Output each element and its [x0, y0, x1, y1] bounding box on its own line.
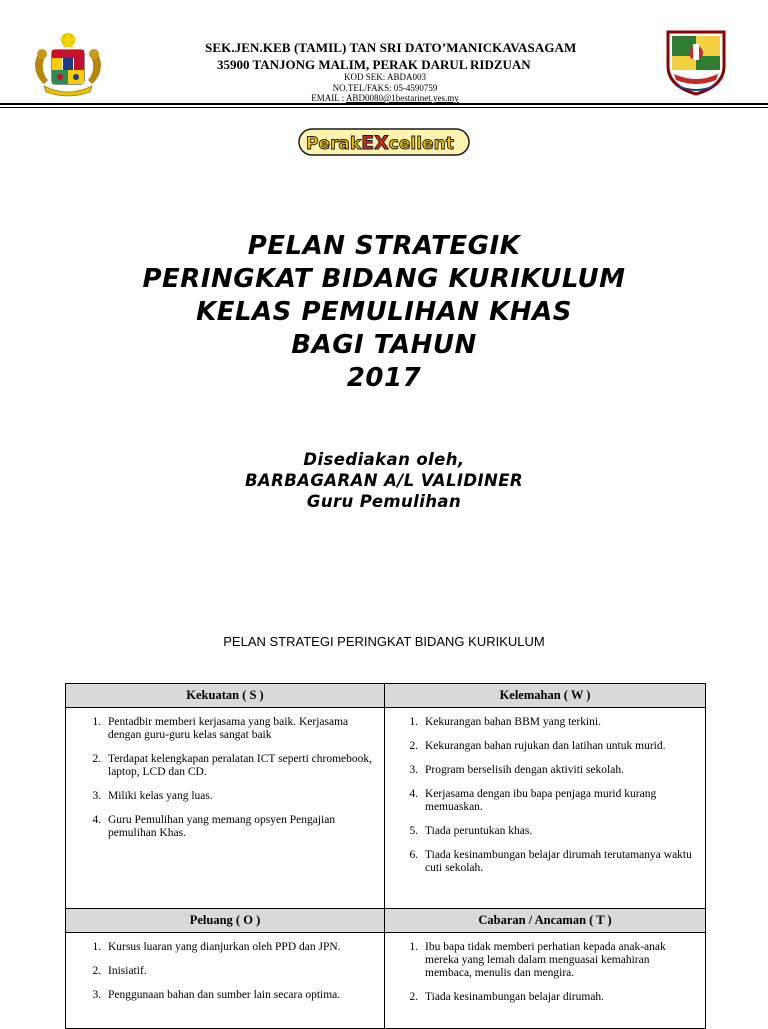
author-role: Guru Pemulihan	[306, 492, 462, 511]
malaysia-coat-of-arms-icon	[28, 30, 108, 98]
list-item: 2. Inisiatif.	[104, 965, 374, 978]
banner-text-ex: EX	[361, 132, 389, 154]
banner-text-cellent: cellent	[388, 134, 454, 154]
swot-table	[65, 683, 706, 1029]
header-divider	[0, 103, 768, 105]
document-title	[0, 230, 768, 395]
list-item: 1. Kekurangan bahan BBM yang terkini.	[421, 716, 695, 729]
title-year: 2017	[346, 363, 422, 393]
list-item: 4. Kerjasama dengan ibu bapa penjaga murid kurang memuaskan.	[421, 788, 695, 814]
list-item: 2. Tiada kesinambungan belajar dirumah.	[421, 991, 695, 1004]
list-item: 1. Pentadbir memberi kerjasama yang baik. Kerjasama dengan guru-guru kelas sangat baik	[104, 716, 374, 742]
threats-cell	[385, 933, 706, 1029]
banner-text-perak: Perak	[306, 134, 362, 154]
school-code: KOD SEK: ABDA003	[343, 72, 426, 82]
list-item: 3. Penggunaan bahan dan sumber lain secara optima.	[104, 989, 374, 1002]
strengths-cell	[66, 708, 385, 909]
list-item: 6. Tiada kesinambungan belajar dirumah terutamanya waktu cuti sekolah.	[421, 849, 695, 875]
list-item: 2. Kekurangan bahan rujukan dan latihan untuk murid.	[421, 740, 695, 753]
list-item: 2. Terdapat kelengkapan peralatan ICT seperti chromebook, laptop, LCD dan CD.	[104, 753, 374, 779]
list-item: 4. Guru Pemulihan yang memang opsyen Pengajian pemulihan Khas.	[104, 814, 374, 840]
title-line-3: KELAS PEMULIHAN KHAS	[196, 297, 572, 327]
strengths-list	[66, 708, 384, 850]
school-address: 35900 TANJONG MALIM, PERAK DARUL RIDZUAN	[217, 57, 531, 72]
section-heading: PELAN STRATEGI PERINGKAT BIDANG KURIKULUM	[223, 634, 545, 649]
prepared-by-label: Disediakan oleh,	[303, 450, 465, 469]
email-link[interactable]: ABD0080@1bestarinet.yes.my	[345, 93, 459, 103]
strengths-header: Kekuatan ( S )	[66, 684, 385, 708]
email-label: EMAIL :	[311, 93, 346, 103]
opportunities-header: Peluang ( O )	[66, 909, 385, 933]
title-line-2: PERINGKAT BIDANG KURIKULUM	[142, 264, 626, 294]
opportunities-list	[66, 933, 384, 1012]
weaknesses-header: Kelemahan ( W )	[385, 684, 706, 708]
threats-list	[385, 933, 705, 1021]
list-item: 3. Miliki kelas yang luas.	[104, 790, 374, 803]
perak-excellent-logo	[298, 126, 470, 158]
svg-text:PerakEXcellent	[306, 132, 454, 154]
list-item: 5. Tiada peruntukan khas.	[421, 825, 695, 838]
header-divider-thin	[0, 107, 768, 108]
list-item: 1. Ibu bapa tidak memberi perhatian kepada anak-anak mereka yang lemah dalam menguasai kemahiran membaca, menulis dan mengira.	[421, 941, 695, 980]
school-crest-icon	[660, 26, 732, 98]
weaknesses-list	[385, 708, 705, 892]
school-name: SEK.JEN.KEB (TAMIL) TAN SRI DATO’MANICKAVASAGAM	[205, 40, 577, 55]
school-phone-fax: NO.TEL/FAKS: 05-4590759	[332, 83, 438, 93]
threats-header: Cabaran / Ancaman ( T )	[385, 909, 706, 933]
title-line-1: PELAN STRATEGIK	[247, 231, 521, 261]
weaknesses-cell	[385, 708, 706, 909]
list-item: 3. Program berselisih dengan aktiviti sekolah.	[421, 764, 695, 777]
author-name: BARBAGARAN A/L VALIDINER	[244, 471, 524, 490]
prepared-by	[0, 449, 768, 512]
title-line-4: BAGI TAHUN	[291, 330, 477, 360]
opportunities-cell	[66, 933, 385, 1029]
list-item: 1. Kursus luaran yang dianjurkan oleh PPD dan JPN.	[104, 941, 374, 954]
